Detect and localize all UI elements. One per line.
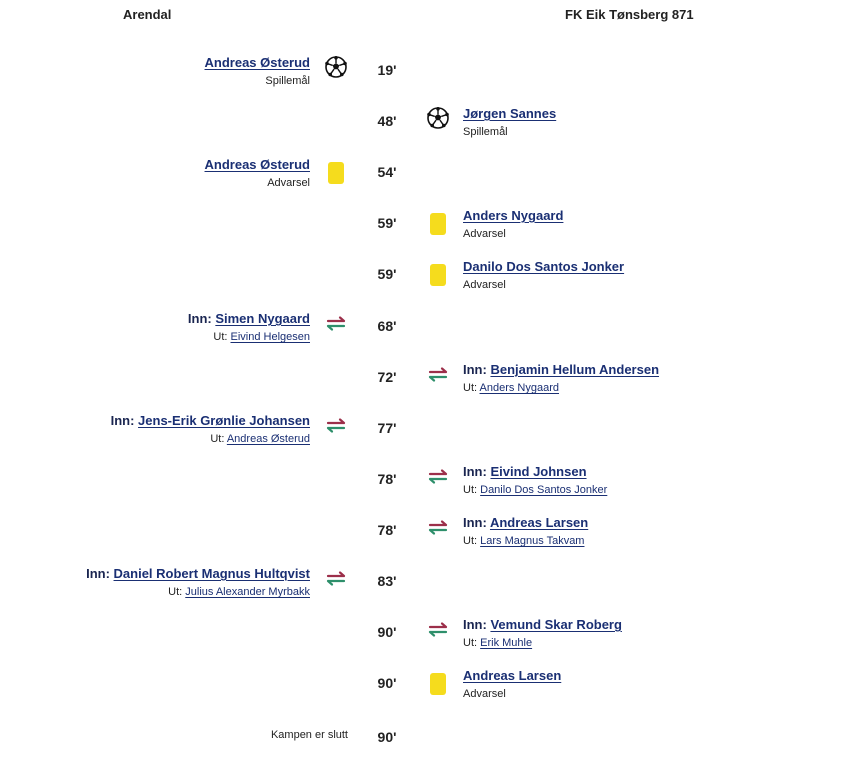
event-text — [463, 105, 556, 141]
player-out-link[interactable]: Erik Muhle — [480, 637, 533, 649]
event-minute: 59' — [377, 266, 397, 282]
event-minute: 83' — [377, 573, 397, 589]
yellow-card-icon — [325, 162, 347, 184]
player-in-link[interactable]: Andreas Larsen — [489, 515, 589, 530]
event-text — [111, 412, 310, 448]
player-link[interactable]: Andreas Østerud — [204, 55, 310, 70]
player-in-link[interactable]: Eivind Johnsen — [490, 464, 587, 479]
match-end-text: Kampen er slutt — [270, 729, 348, 741]
event-text — [188, 310, 310, 346]
event-detail: Advarsel — [463, 228, 506, 240]
player-in-link[interactable]: Simen Nygaard — [215, 311, 310, 326]
event-minute: 90' — [377, 675, 397, 691]
sub-in-label: Inn: — [463, 362, 487, 377]
substitution-icon — [325, 312, 347, 334]
sub-out-label: Ut: — [463, 382, 478, 394]
substitution-icon — [325, 414, 347, 436]
yellow-card-shape — [328, 162, 344, 184]
event-row — [0, 258, 844, 309]
event-row — [0, 565, 844, 616]
sub-out-label: Ut: — [463, 535, 478, 547]
event-text — [463, 258, 624, 294]
substitution-icon — [427, 516, 449, 538]
sub-in-label: Inn: — [463, 464, 487, 479]
event-row — [0, 718, 844, 769]
sub-in-label: Inn: — [463, 617, 487, 632]
yellow-card-shape — [430, 264, 446, 286]
sub-in-label: Inn: — [463, 515, 487, 530]
event-detail: Spillemål — [463, 126, 508, 138]
sub-in-label: Inn: — [110, 413, 135, 428]
event-detail: Advarsel — [267, 177, 310, 189]
event-row — [0, 361, 844, 412]
event-row — [0, 207, 844, 258]
event-minute: 78' — [377, 522, 397, 538]
event-text — [463, 667, 561, 703]
event-text — [463, 361, 659, 397]
event-minute: 48' — [377, 113, 397, 129]
event-minute: 19' — [377, 62, 397, 78]
player-link[interactable]: Andreas Østerud — [204, 157, 310, 172]
sub-in-label: Inn: — [187, 311, 212, 326]
event-minute: 54' — [377, 164, 397, 180]
event-minute: 59' — [377, 215, 397, 231]
event-minute: 72' — [377, 369, 397, 385]
event-text — [205, 54, 310, 90]
event-row — [0, 412, 844, 463]
player-out-link[interactable]: Julius Alexander Myrbakk — [185, 586, 310, 598]
yellow-card-shape — [430, 213, 446, 235]
player-out-link[interactable]: Danilo Dos Santos Jonker — [480, 484, 608, 496]
player-in-link[interactable]: Jens-Erik Grønlie Johansen — [138, 413, 310, 428]
substitution-icon — [427, 465, 449, 487]
event-text — [463, 514, 588, 550]
event-row — [0, 667, 844, 718]
yellow-card-icon — [427, 213, 449, 235]
event-minute: 90' — [377, 729, 397, 745]
sub-out-label: Ut: — [463, 484, 478, 496]
player-out-link[interactable]: Anders Nygaard — [479, 382, 560, 394]
event-row — [0, 463, 844, 514]
substitution-icon — [325, 567, 347, 589]
sub-in-label: Inn: — [86, 566, 110, 581]
player-link[interactable]: Jørgen Sannes — [463, 106, 557, 121]
substitution-icon — [427, 618, 449, 640]
event-detail: Advarsel — [463, 279, 506, 291]
event-text — [463, 616, 622, 652]
sub-out-label: Ut: — [168, 586, 183, 598]
event-row — [0, 514, 844, 565]
player-out-link[interactable]: Eivind Helgesen — [230, 331, 310, 343]
substitution-icon — [427, 363, 449, 385]
player-in-link[interactable]: Vemund Skar Roberg — [490, 617, 622, 632]
player-link[interactable]: Danilo Dos Santos Jonker — [463, 259, 625, 274]
yellow-card-icon — [427, 673, 449, 695]
away-team-name: FK Eik Tønsberg 871 — [565, 7, 694, 22]
yellow-card-icon — [427, 264, 449, 286]
event-minute: 78' — [377, 471, 397, 487]
soccer-ball-icon — [325, 56, 347, 78]
sub-out-label: Ut: — [213, 331, 228, 343]
player-out-link[interactable]: Andreas Østerud — [226, 433, 310, 445]
event-minute: 68' — [377, 318, 397, 334]
player-link[interactable]: Andreas Larsen — [463, 668, 562, 683]
event-row — [0, 105, 844, 156]
sub-out-label: Ut: — [210, 433, 225, 445]
player-out-link[interactable]: Lars Magnus Takvam — [480, 535, 585, 547]
soccer-ball-icon — [427, 107, 449, 129]
event-text — [463, 207, 563, 243]
player-link[interactable]: Anders Nygaard — [463, 208, 564, 223]
event-row — [0, 310, 844, 361]
yellow-card-shape — [430, 673, 446, 695]
event-detail: Spillemål — [265, 75, 310, 87]
event-row — [0, 156, 844, 207]
event-text — [205, 156, 310, 192]
player-in-link[interactable]: Daniel Robert Magnus Hultqvist — [113, 566, 310, 581]
event-detail: Advarsel — [463, 688, 506, 700]
event-text — [86, 565, 310, 601]
event-minute: 90' — [377, 624, 397, 640]
event-row — [0, 54, 844, 105]
event-minute: 77' — [377, 420, 397, 436]
sub-out-label: Ut: — [463, 637, 478, 649]
player-in-link[interactable]: Benjamin Hellum Andersen — [490, 362, 660, 377]
event-text — [463, 463, 607, 499]
home-team-name: Arendal — [123, 7, 172, 22]
event-row — [0, 616, 844, 667]
